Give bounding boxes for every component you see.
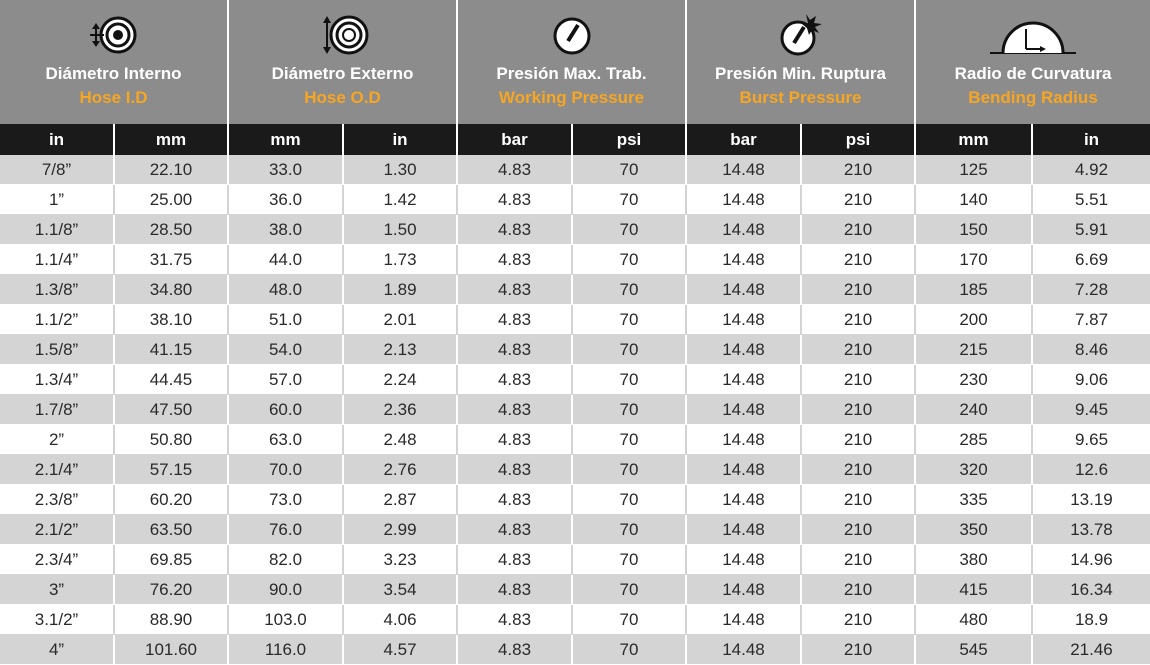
table-cell: 14.48 xyxy=(687,395,802,425)
group-title: Presión Min. Ruptura xyxy=(715,64,886,83)
table-cell: 14.48 xyxy=(687,425,802,455)
table-cell: 63.50 xyxy=(115,515,229,545)
table-row xyxy=(0,275,1150,305)
table-cell: 2.3/4” xyxy=(0,545,115,575)
table-cell: 9.06 xyxy=(1074,370,1109,389)
table-body xyxy=(0,155,1150,665)
unit-label: in xyxy=(1083,130,1100,149)
table-cell: 210 xyxy=(802,635,916,665)
table-cell: 215 xyxy=(916,335,1033,365)
table-cell: 1.7/8” xyxy=(0,395,115,425)
table-cell: 210 xyxy=(802,335,916,365)
table-cell: 4.83 xyxy=(458,185,573,215)
table-row xyxy=(0,155,1150,185)
table-cell: 25.00 xyxy=(115,185,229,215)
unit-label: mm xyxy=(115,124,229,155)
table-row xyxy=(0,575,1150,605)
table-cell: 41.15 xyxy=(115,335,229,365)
table-cell: 38.0 xyxy=(229,215,344,245)
table-cell: 4.83 xyxy=(458,425,573,455)
table-cell: 50.80 xyxy=(115,425,229,455)
table-cell: 70.0 xyxy=(229,455,344,485)
table-cell: 320 xyxy=(916,455,1033,485)
table-cell: 101.60 xyxy=(115,635,229,665)
table-cell: 70 xyxy=(573,275,687,305)
table-cell: 44.0 xyxy=(229,245,344,275)
inner-diameter-icon xyxy=(0,12,227,58)
table-cell: 4.92 xyxy=(1074,160,1109,179)
table-cell: 2.87 xyxy=(344,485,458,515)
table-cell: 3.23 xyxy=(344,545,458,575)
table-cell: 6.69 xyxy=(1074,250,1109,269)
table-cell: 57.0 xyxy=(229,365,344,395)
table-cell: 14.48 xyxy=(687,275,802,305)
table-cell: 34.80 xyxy=(115,275,229,305)
group-title: Presión Max. Trab. xyxy=(496,64,647,83)
table-cell: 70 xyxy=(573,395,687,425)
table-cell: 2.01 xyxy=(344,305,458,335)
table-cell: 60.0 xyxy=(229,395,344,425)
table-cell: 2.1/2” xyxy=(0,515,115,545)
table-cell: 21.46 xyxy=(1070,640,1113,659)
table-cell: 70 xyxy=(573,485,687,515)
table-row xyxy=(0,425,1150,455)
table-cell: 9.65 xyxy=(1074,430,1109,449)
group-inner-diameter xyxy=(0,0,229,124)
table-cell: 210 xyxy=(802,215,916,245)
table-cell: 116.0 xyxy=(229,635,344,665)
group-subtitle: Working Pressure xyxy=(498,88,645,107)
table-cell: 8.46 xyxy=(1074,340,1109,359)
table-cell: 4.83 xyxy=(458,485,573,515)
table-cell: 9.45 xyxy=(1074,400,1109,419)
table-cell: 350 xyxy=(916,515,1033,545)
table-cell: 1.1/2” xyxy=(0,305,115,335)
table-cell: 70 xyxy=(573,455,687,485)
table-cell: 76.0 xyxy=(229,515,344,545)
table-cell: 70 xyxy=(573,245,687,275)
table-cell: 210 xyxy=(802,365,916,395)
table-cell: 210 xyxy=(802,425,916,455)
table-cell: 70 xyxy=(573,515,687,545)
table-cell: 63.0 xyxy=(229,425,344,455)
table-cell: 14.48 xyxy=(687,215,802,245)
unit-label: bar xyxy=(458,124,573,155)
table-cell: 70 xyxy=(573,545,687,575)
table-cell: 4.83 xyxy=(458,155,573,185)
table-cell: 210 xyxy=(802,155,916,185)
table-cell: 76.20 xyxy=(115,575,229,605)
table-row xyxy=(0,215,1150,245)
table-cell: 4.83 xyxy=(458,545,573,575)
table-cell: 1.1/8” xyxy=(0,215,115,245)
table-cell: 88.90 xyxy=(115,605,229,635)
table-cell: 210 xyxy=(802,575,916,605)
table-row xyxy=(0,395,1150,425)
pressure-gauge-icon xyxy=(458,12,685,58)
table-cell: 200 xyxy=(916,305,1033,335)
table-cell: 2.99 xyxy=(344,515,458,545)
table-row xyxy=(0,365,1150,395)
table-cell: 14.96 xyxy=(1070,550,1113,569)
table-cell: 16.34 xyxy=(1070,580,1113,599)
table-cell: 3” xyxy=(0,575,115,605)
table-row xyxy=(0,605,1150,635)
table-cell: 73.0 xyxy=(229,485,344,515)
table-row xyxy=(0,545,1150,575)
group-title: Radio de Curvatura xyxy=(954,64,1112,83)
table-cell: 4.83 xyxy=(458,215,573,245)
table-row xyxy=(0,515,1150,545)
table-cell: 4.83 xyxy=(458,395,573,425)
table-cell: 14.48 xyxy=(687,545,802,575)
table-cell: 4.83 xyxy=(458,635,573,665)
table-cell: 3.54 xyxy=(344,575,458,605)
unit-label: in xyxy=(344,124,458,155)
table-cell: 70 xyxy=(573,605,687,635)
group-outer-diameter xyxy=(229,0,458,124)
table-cell: 7.87 xyxy=(1074,310,1109,329)
table-cell: 1.50 xyxy=(344,215,458,245)
table-cell: 1.89 xyxy=(344,275,458,305)
table-cell: 4.83 xyxy=(458,515,573,545)
table-cell: 70 xyxy=(573,575,687,605)
group-working-pressure xyxy=(458,0,687,124)
table-cell: 210 xyxy=(802,545,916,575)
table-cell: 33.0 xyxy=(229,155,344,185)
table-row xyxy=(0,635,1150,665)
table-cell: 170 xyxy=(916,245,1033,275)
table-cell: 2.36 xyxy=(344,395,458,425)
table-cell: 47.50 xyxy=(115,395,229,425)
unit-label: psi xyxy=(573,124,687,155)
table-cell: 22.10 xyxy=(115,155,229,185)
group-title: Diámetro Interno xyxy=(45,64,182,83)
table-cell: 54.0 xyxy=(229,335,344,365)
table-cell: 4.83 xyxy=(458,245,573,275)
table-cell: 48.0 xyxy=(229,275,344,305)
table-cell: 14.48 xyxy=(687,485,802,515)
table-cell: 4.83 xyxy=(458,575,573,605)
table-cell: 70 xyxy=(573,215,687,245)
table-cell: 31.75 xyxy=(115,245,229,275)
table-cell: 14.48 xyxy=(687,185,802,215)
group-header-row xyxy=(0,0,1150,124)
table-cell: 2.48 xyxy=(344,425,458,455)
table-cell: 1.30 xyxy=(344,155,458,185)
table-cell: 14.48 xyxy=(687,155,802,185)
table-cell: 210 xyxy=(802,275,916,305)
table-cell: 230 xyxy=(916,365,1033,395)
group-subtitle: Burst Pressure xyxy=(739,88,862,107)
table-cell: 4” xyxy=(0,635,115,665)
table-cell: 70 xyxy=(573,185,687,215)
table-cell: 18.9 xyxy=(1074,610,1109,629)
table-cell: 240 xyxy=(916,395,1033,425)
table-cell: 51.0 xyxy=(229,305,344,335)
table-cell: 5.91 xyxy=(1074,220,1109,239)
table-cell: 14.48 xyxy=(687,365,802,395)
table-cell: 12.6 xyxy=(1074,460,1109,479)
table-cell: 7.28 xyxy=(1074,280,1109,299)
table-cell: 4.83 xyxy=(458,365,573,395)
table-cell: 60.20 xyxy=(115,485,229,515)
table-cell: 210 xyxy=(802,455,916,485)
table-cell: 2.76 xyxy=(344,455,458,485)
table-cell: 4.57 xyxy=(344,635,458,665)
table-cell: 1.5/8” xyxy=(0,335,115,365)
table-cell: 2.3/8” xyxy=(0,485,115,515)
table-cell: 210 xyxy=(802,485,916,515)
table-cell: 210 xyxy=(802,245,916,275)
table-cell: 13.19 xyxy=(1070,490,1113,509)
table-cell: 57.15 xyxy=(115,455,229,485)
group-burst-pressure xyxy=(687,0,916,124)
table-cell: 210 xyxy=(802,515,916,545)
table-row xyxy=(0,185,1150,215)
table-cell: 285 xyxy=(916,425,1033,455)
table-cell: 44.45 xyxy=(115,365,229,395)
table-cell: 70 xyxy=(573,335,687,365)
table-cell: 545 xyxy=(916,635,1033,665)
table-cell: 13.78 xyxy=(1070,520,1113,539)
unit-label: mm xyxy=(229,124,344,155)
table-cell: 70 xyxy=(573,635,687,665)
table-cell: 103.0 xyxy=(229,605,344,635)
table-cell: 185 xyxy=(916,275,1033,305)
table-cell: 1.3/4” xyxy=(0,365,115,395)
table-cell: 4.06 xyxy=(344,605,458,635)
table-cell: 150 xyxy=(916,215,1033,245)
table-cell: 14.48 xyxy=(687,335,802,365)
burst-gauge-icon xyxy=(687,12,914,58)
unit-header-row xyxy=(0,124,1150,155)
table-cell: 210 xyxy=(802,305,916,335)
table-cell: 14.48 xyxy=(687,455,802,485)
table-cell: 1.73 xyxy=(344,245,458,275)
table-cell: 4.83 xyxy=(458,275,573,305)
table-cell: 14.48 xyxy=(687,605,802,635)
table-cell: 69.85 xyxy=(115,545,229,575)
table-cell: 1.1/4” xyxy=(0,245,115,275)
table-row xyxy=(0,485,1150,515)
group-subtitle: Hose O.D xyxy=(304,88,381,107)
table-cell: 70 xyxy=(573,425,687,455)
table-cell: 28.50 xyxy=(115,215,229,245)
table-cell: 4.83 xyxy=(458,305,573,335)
table-cell: 70 xyxy=(573,155,687,185)
table-cell: 2.1/4” xyxy=(0,455,115,485)
table-row xyxy=(0,335,1150,365)
outer-diameter-icon xyxy=(229,12,456,58)
table-cell: 14.48 xyxy=(687,305,802,335)
table-cell: 5.51 xyxy=(1074,190,1109,209)
group-subtitle: Hose I.D xyxy=(79,88,148,107)
table-cell: 90.0 xyxy=(229,575,344,605)
table-cell: 36.0 xyxy=(229,185,344,215)
group-subtitle: Bending Radius xyxy=(968,88,1098,107)
table-cell: 380 xyxy=(916,545,1033,575)
table-row xyxy=(0,305,1150,335)
unit-label: in xyxy=(0,124,115,155)
table-cell: 14.48 xyxy=(687,635,802,665)
table-cell: 210 xyxy=(802,605,916,635)
table-cell: 3.1/2” xyxy=(0,605,115,635)
bending-radius-icon xyxy=(916,12,1150,58)
table-cell: 82.0 xyxy=(229,545,344,575)
table-cell: 1” xyxy=(0,185,115,215)
table-cell: 1.3/8” xyxy=(0,275,115,305)
table-cell: 4.83 xyxy=(458,455,573,485)
table-row xyxy=(0,245,1150,275)
table-cell: 14.48 xyxy=(687,575,802,605)
table-cell: 2” xyxy=(0,425,115,455)
table-cell: 4.83 xyxy=(458,335,573,365)
table-cell: 1.42 xyxy=(344,185,458,215)
table-cell: 210 xyxy=(802,395,916,425)
table-cell: 2.24 xyxy=(344,365,458,395)
table-cell: 38.10 xyxy=(115,305,229,335)
table-cell: 210 xyxy=(802,185,916,215)
table-cell: 14.48 xyxy=(687,515,802,545)
table-cell: 2.13 xyxy=(344,335,458,365)
table-cell: 335 xyxy=(916,485,1033,515)
group-bending-radius xyxy=(916,0,1150,124)
unit-label: mm xyxy=(916,124,1033,155)
table-cell: 125 xyxy=(916,155,1033,185)
table-cell: 14.48 xyxy=(687,245,802,275)
table-cell: 7/8” xyxy=(0,155,115,185)
unit-label: psi xyxy=(802,124,916,155)
unit-label: bar xyxy=(687,124,802,155)
group-title: Diámetro Externo xyxy=(271,64,414,83)
table-cell: 480 xyxy=(916,605,1033,635)
table-cell: 4.83 xyxy=(458,605,573,635)
table-cell: 70 xyxy=(573,365,687,395)
table-cell: 140 xyxy=(916,185,1033,215)
table-cell: 70 xyxy=(573,305,687,335)
table-row xyxy=(0,455,1150,485)
table-cell: 415 xyxy=(916,575,1033,605)
